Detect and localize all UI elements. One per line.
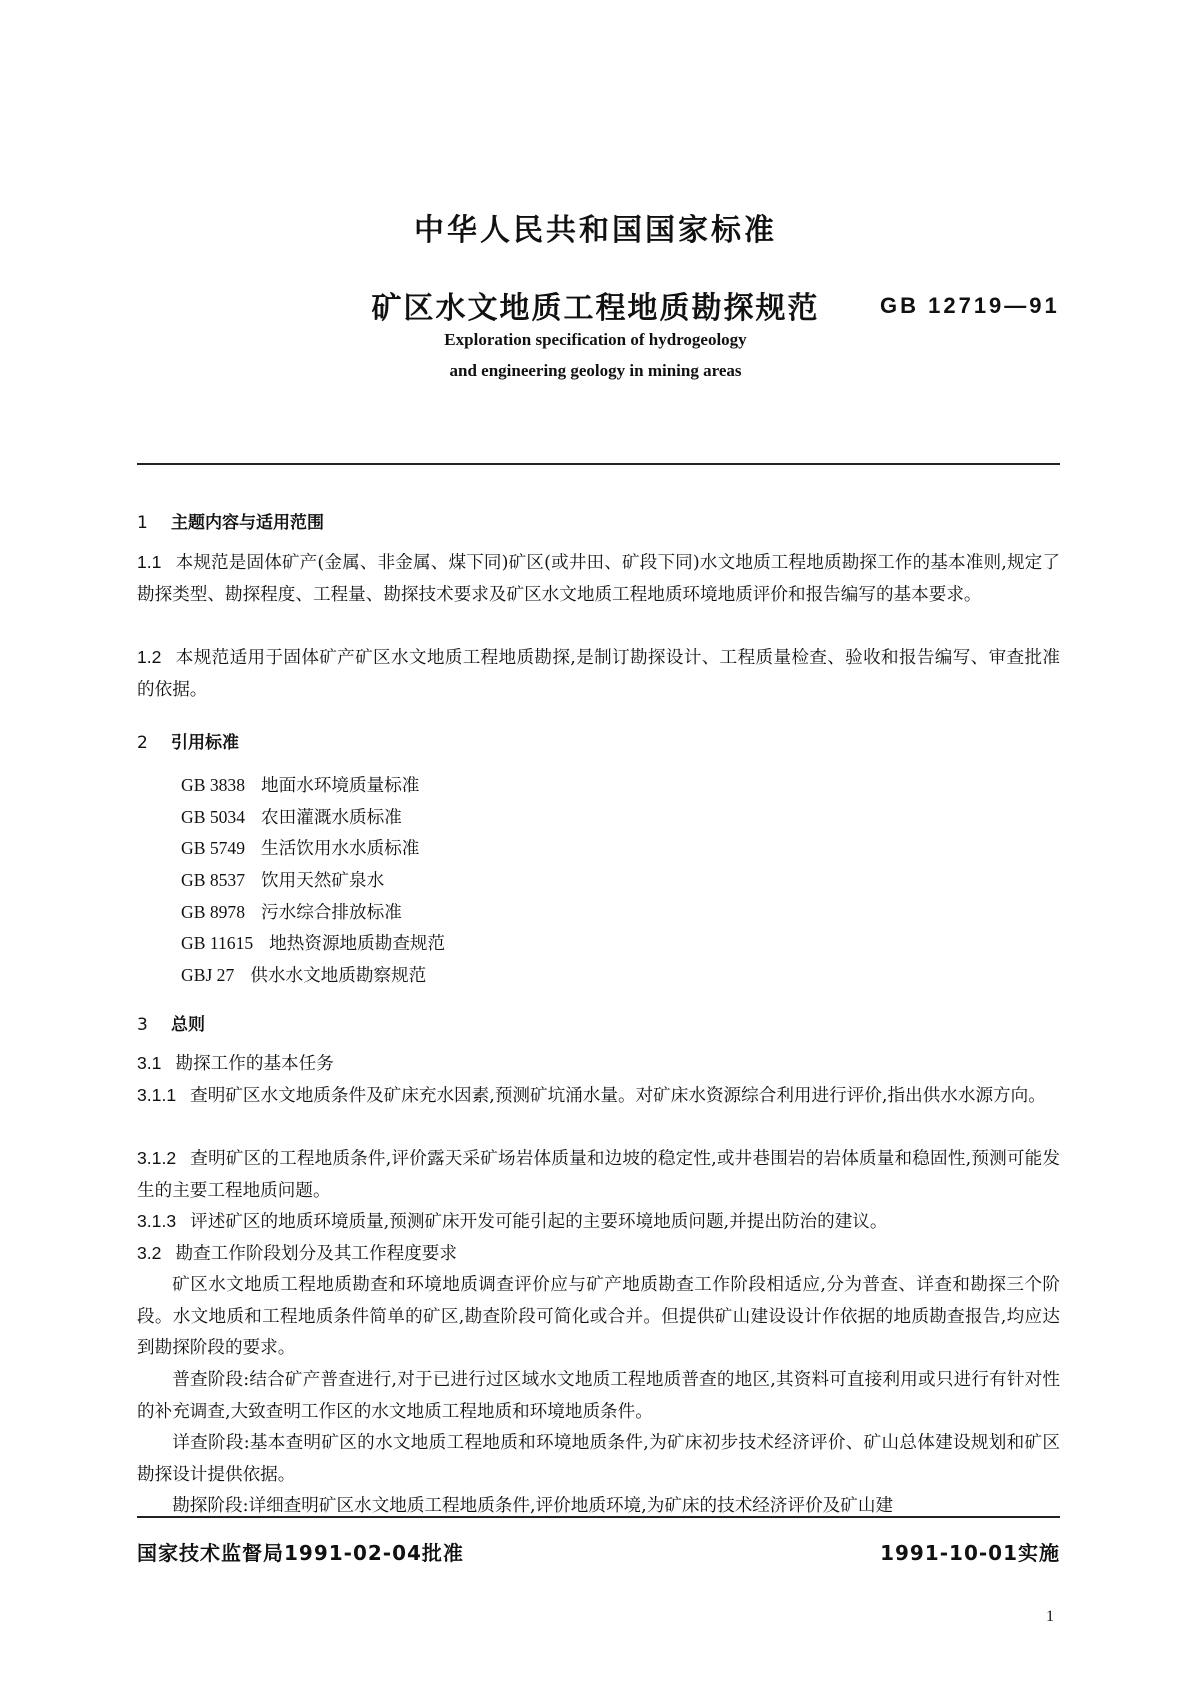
ref-code: GB 5034 xyxy=(181,806,246,827)
section-number: 2 xyxy=(137,733,148,753)
section-title: 总则 xyxy=(171,1015,205,1035)
ref-code: GB 8537 xyxy=(181,870,246,891)
clause-1-1 xyxy=(137,547,1060,611)
section-number: 3 xyxy=(137,1015,148,1035)
ref-code: GB 8978 xyxy=(181,901,246,922)
paragraph-stages: 矿区水文地质工程地质勘查和环境地质调查评价应与矿产地质勘查工作阶段相适应,分为普查、详查和勘探三个阶段。水文地质和工程地质条件简单的矿区,勘查阶段可简化或合并。但提供矿山建设设计作依据的地质勘查报告,均应达到勘探阶段的要求。 xyxy=(137,1275,1060,1358)
clause-text: 勘查工作阶段划分及其工作程度要求 xyxy=(175,1244,457,1264)
footer-divider xyxy=(137,1516,1060,1518)
clause-3-1 xyxy=(137,1048,1060,1081)
list-item xyxy=(181,928,445,960)
clause-3-1-3 xyxy=(137,1206,1060,1239)
paragraph-detailed-survey: 详查阶段:基本查明矿区的水文地质工程地质和环境地质条件,为矿床初步技术经济评价、矿山总体建设规划和矿区勘探设计提供依据。 xyxy=(137,1433,1060,1485)
ref-name: 生活饮用水水质标准 xyxy=(261,839,420,860)
standard-title: 矿区水文地质工程地质勘探规范 xyxy=(371,291,820,326)
standard-code: GB 12719—91 xyxy=(880,293,1060,318)
list-item xyxy=(181,897,445,929)
ref-name: 供水水文地质勘察规范 xyxy=(250,966,427,987)
clause-text: 勘探工作的基本任务 xyxy=(175,1054,334,1074)
clause-number: 1.2 xyxy=(137,647,162,667)
section-3-heading xyxy=(137,1010,205,1035)
clause-number: 3.1.2 xyxy=(137,1148,177,1168)
section-title: 引用标准 xyxy=(171,733,239,753)
list-item xyxy=(181,833,445,865)
list-item xyxy=(181,865,445,897)
clause-number: 1.1 xyxy=(137,552,162,572)
ref-code: GB 11615 xyxy=(181,933,254,954)
paragraph-exploration: 勘探阶段:详细查明矿区水文地质工程地质条件,评价地质环境,为矿床的技术经济评价及矿山建 xyxy=(172,1496,894,1515)
referenced-standards-list xyxy=(181,770,445,992)
section-number: 1 xyxy=(137,513,148,533)
ref-name: 饮用天然矿泉水 xyxy=(261,871,385,892)
english-title-line-2: and engineering geology in mining areas xyxy=(449,361,742,380)
clause-text: 查明矿区水文地质条件及矿床充水因素,预测矿坑涌水量。对矿床水资源综合利用进行评价,指出供水水源方向。 xyxy=(190,1086,1046,1106)
list-item xyxy=(181,802,445,834)
clause-text: 查明矿区的工程地质条件,评价露天采矿场岩体质量和边坡的稳定性,或井巷围岩的岩体质量和稳固性,预测可能发生的主要工程地质问题。 xyxy=(137,1149,1060,1201)
ref-code: GBJ 27 xyxy=(181,965,235,986)
section-1-heading xyxy=(137,508,324,533)
clause-number: 3.1.3 xyxy=(137,1211,177,1231)
implementation-date: 1991-10-01实施 xyxy=(880,1541,1060,1565)
ref-code: GB 5749 xyxy=(181,838,246,859)
clause-text: 本规范是固体矿产(金属、非金属、煤下同)矿区(或井田、矿段下同)水文地质工程地质勘探工作的基本准则,规定了勘探类型、勘探程度、工程量、勘探技术要求及矿区水文地质工程地质环境地质评价和报告编写的基本要求。 xyxy=(137,553,1060,605)
page-number: 1 xyxy=(1046,1608,1054,1625)
ref-name: 地面水环境质量标准 xyxy=(261,776,420,796)
approval-note: 国家技术监督局1991-02-04批准 xyxy=(137,1541,464,1565)
header-divider xyxy=(137,463,1060,465)
paragraph-general-survey: 普查阶段:结合矿产普查进行,对于已进行过区域水文地质工程地质普查的地区,其资料可直接利用或只进行有针对性的补充调查,大致查明工作区的水文地质工程地质和环境地质条件。 xyxy=(137,1370,1060,1422)
ref-name: 污水综合排放标准 xyxy=(261,902,402,923)
clause-number: 3.1.1 xyxy=(137,1085,177,1105)
list-item xyxy=(181,770,445,802)
clause-number: 3.1 xyxy=(137,1053,162,1073)
ref-name: 地热资源地质勘查规范 xyxy=(269,934,446,955)
ref-name: 农田灌溉水质标准 xyxy=(261,807,402,828)
clause-3-1-2 xyxy=(137,1143,1060,1207)
english-title-line-1: Exploration specification of hydrogeology xyxy=(444,330,747,349)
ref-code: GB 3838 xyxy=(181,775,246,795)
section-2-heading xyxy=(137,728,239,753)
clause-text: 本规范适用于固体矿产矿区水文地质工程地质勘探,是制订勘探设计、工程质量检查、验收和报告编写、审查批准的依据。 xyxy=(137,648,1060,700)
section-title: 主题内容与适用范围 xyxy=(171,513,324,533)
clause-3-1-1 xyxy=(137,1080,1060,1113)
clause-number: 3.2 xyxy=(137,1243,162,1263)
list-item xyxy=(181,960,445,992)
clause-1-2 xyxy=(137,642,1060,706)
national-standard-heading: 中华人民共和国国家标准 xyxy=(414,213,777,248)
clause-3-2 xyxy=(137,1238,1060,1271)
clause-text: 评述矿区的地质环境质量,预测矿床开发可能引起的主要环境地质问题,并提出防治的建议。 xyxy=(190,1212,888,1232)
